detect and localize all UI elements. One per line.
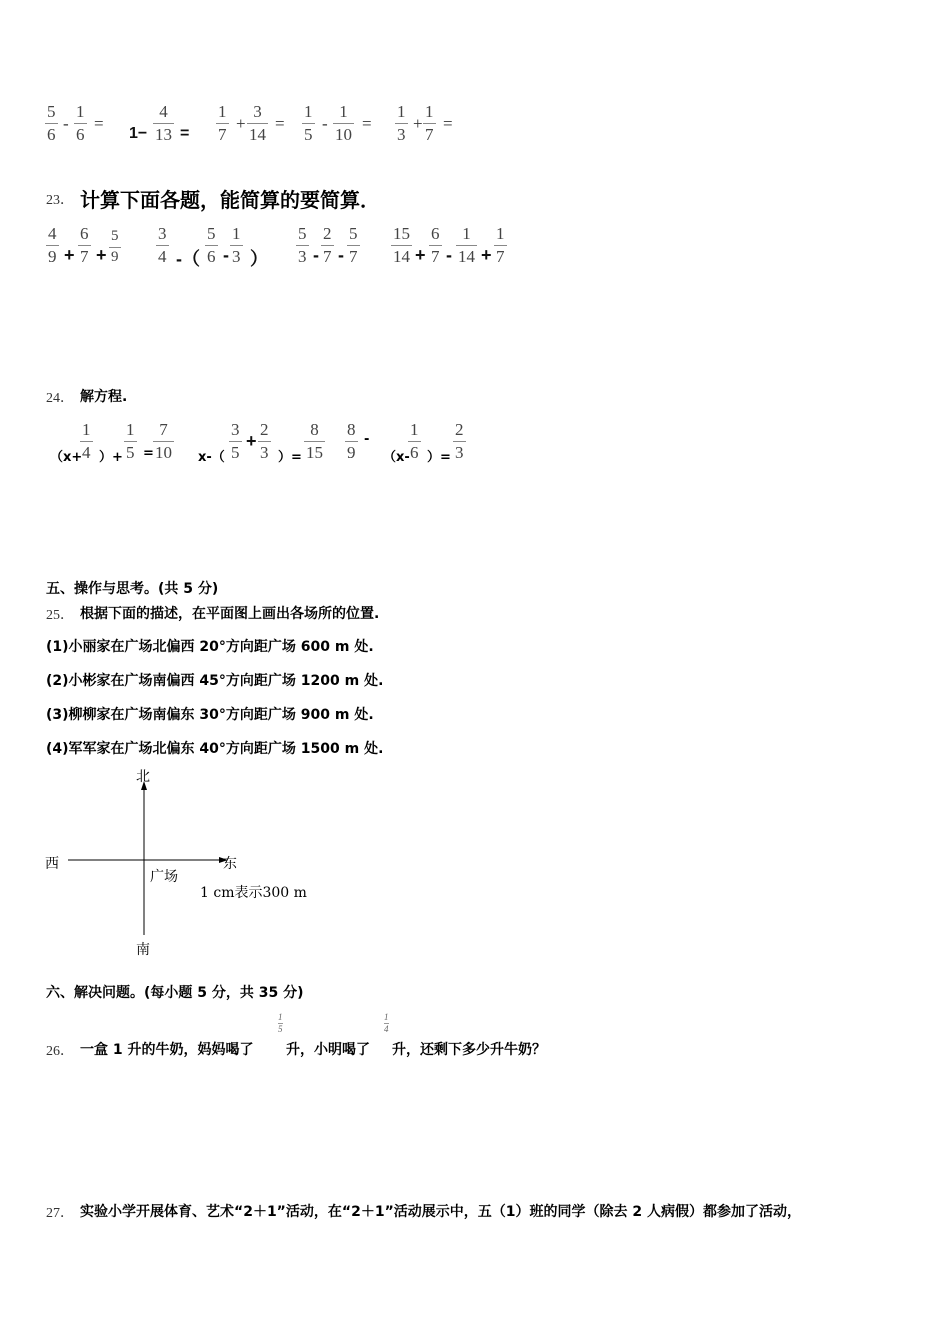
fraction: 3 14	[249, 102, 266, 144]
operator: -	[338, 245, 344, 265]
fraction: 15 14	[393, 224, 410, 266]
question-title: 根据下面的描述，在平面图上画出各场所的位置.	[80, 606, 380, 622]
question-number: 24．	[46, 391, 74, 406]
equals-sign: =	[143, 446, 154, 461]
fraction: 1 6	[76, 102, 85, 144]
label-north: 北	[136, 769, 150, 785]
section-heading: 六、解决问题。(每小题 5 分，共 35 分)	[46, 985, 304, 1001]
section-heading: 五、操作与思考。(共 5 分)	[46, 581, 219, 597]
fraction: 7 10	[155, 420, 172, 462]
fraction: 1 10	[335, 102, 352, 144]
fraction: 1 5	[278, 1012, 283, 1034]
question-text: 一盒 1 升的牛奶，妈妈喝了	[80, 1042, 254, 1058]
equals-sign: =	[180, 125, 190, 142]
fraction: 1 7	[218, 102, 227, 144]
list-item: (4)军军家在广场北偏东 40°方向距广场 1500 m 处.	[46, 741, 384, 757]
fraction: 1 3	[397, 102, 406, 144]
operator: -	[223, 245, 229, 265]
fraction: 5 6	[47, 102, 56, 144]
close-paren: ）	[250, 249, 268, 269]
fraction: 4 9	[48, 224, 57, 266]
label-south: 南	[136, 942, 150, 958]
fraction: 4 13	[155, 102, 172, 144]
equals-sign: =	[94, 114, 104, 133]
fraction: 8 9	[347, 420, 356, 462]
operator: -	[63, 114, 69, 133]
fraction: 3 5	[231, 420, 240, 462]
operator: -	[313, 245, 319, 265]
fraction: 1 4	[384, 1012, 389, 1034]
operator: +	[236, 114, 246, 133]
equation-open: （x-	[383, 450, 410, 465]
operator: -（	[176, 249, 200, 269]
question-number: 27．	[46, 1206, 74, 1221]
fraction: 5 3	[298, 224, 307, 266]
fraction: 5 7	[349, 224, 358, 266]
fraction: 2 3	[455, 420, 464, 462]
operator: +	[481, 245, 492, 265]
fraction: 6 7	[80, 224, 89, 266]
list-item: (2)小彬家在广场南偏西 45°方向距广场 1200 m 处.	[46, 673, 384, 689]
fraction: 1 7	[425, 102, 434, 144]
operator: +	[415, 245, 426, 265]
question-title: 计算下面各题，能简算的要简算．	[80, 188, 380, 212]
question-text: 实验小学开展体育、艺术“2＋1”活动，在“2＋1”活动展示中，五（1）班的同学（除去 2 人病假）都参加了活动，	[80, 1204, 801, 1220]
fraction: 1 14	[458, 224, 475, 266]
operator: +	[96, 245, 107, 265]
list-item: (1)小丽家在广场北偏西 20°方向距广场 600 m 处.	[46, 639, 374, 655]
operator: +	[413, 114, 423, 133]
fraction: 5 6	[207, 224, 216, 266]
list-item: (3)柳柳家在广场南偏东 30°方向距广场 900 m 处.	[46, 707, 374, 723]
label-center: 广场	[150, 869, 178, 885]
fraction: 2 7	[323, 224, 332, 266]
question-text: 升，小明喝了	[286, 1042, 370, 1058]
operator: -	[446, 245, 452, 265]
question-number: 23．	[46, 193, 74, 208]
operator: +	[64, 245, 75, 265]
fraction: 1 7	[496, 224, 505, 266]
fraction: 1 6	[410, 420, 419, 462]
operator: -	[322, 114, 328, 133]
fraction: 1 4	[82, 420, 91, 462]
fraction: 1 5	[304, 102, 313, 144]
equation-close: ）=	[278, 450, 302, 465]
fraction: 1 5	[126, 420, 135, 462]
equation-close: ）+	[99, 450, 123, 465]
fraction: 3 4	[158, 224, 167, 266]
fraction: 8 15	[306, 420, 323, 462]
operator: -	[364, 432, 370, 447]
question-number: 26．	[46, 1044, 74, 1059]
question-number: 25．	[46, 608, 74, 623]
question-title: 解方程.	[80, 389, 128, 405]
expression-lead: 1−	[129, 125, 148, 142]
operator: +	[246, 431, 257, 451]
label-west: 西	[45, 856, 59, 872]
equation-close: ）=	[427, 450, 451, 465]
equals-sign: =	[443, 114, 453, 133]
label-scale: 1 cm表示300 m	[200, 885, 307, 901]
fraction: 2 3	[260, 420, 269, 462]
equation-open: （x+	[50, 450, 83, 465]
label-east: 东	[223, 856, 237, 872]
equation-lead: x-（	[198, 450, 225, 465]
fraction: 6 7	[431, 224, 440, 266]
equals-sign: =	[275, 114, 285, 133]
fraction: 5 9	[111, 228, 119, 265]
fraction: 1 3	[232, 224, 241, 266]
question-text: 升，还剩下多少升牛奶？	[392, 1042, 546, 1058]
equals-sign: =	[362, 114, 372, 133]
